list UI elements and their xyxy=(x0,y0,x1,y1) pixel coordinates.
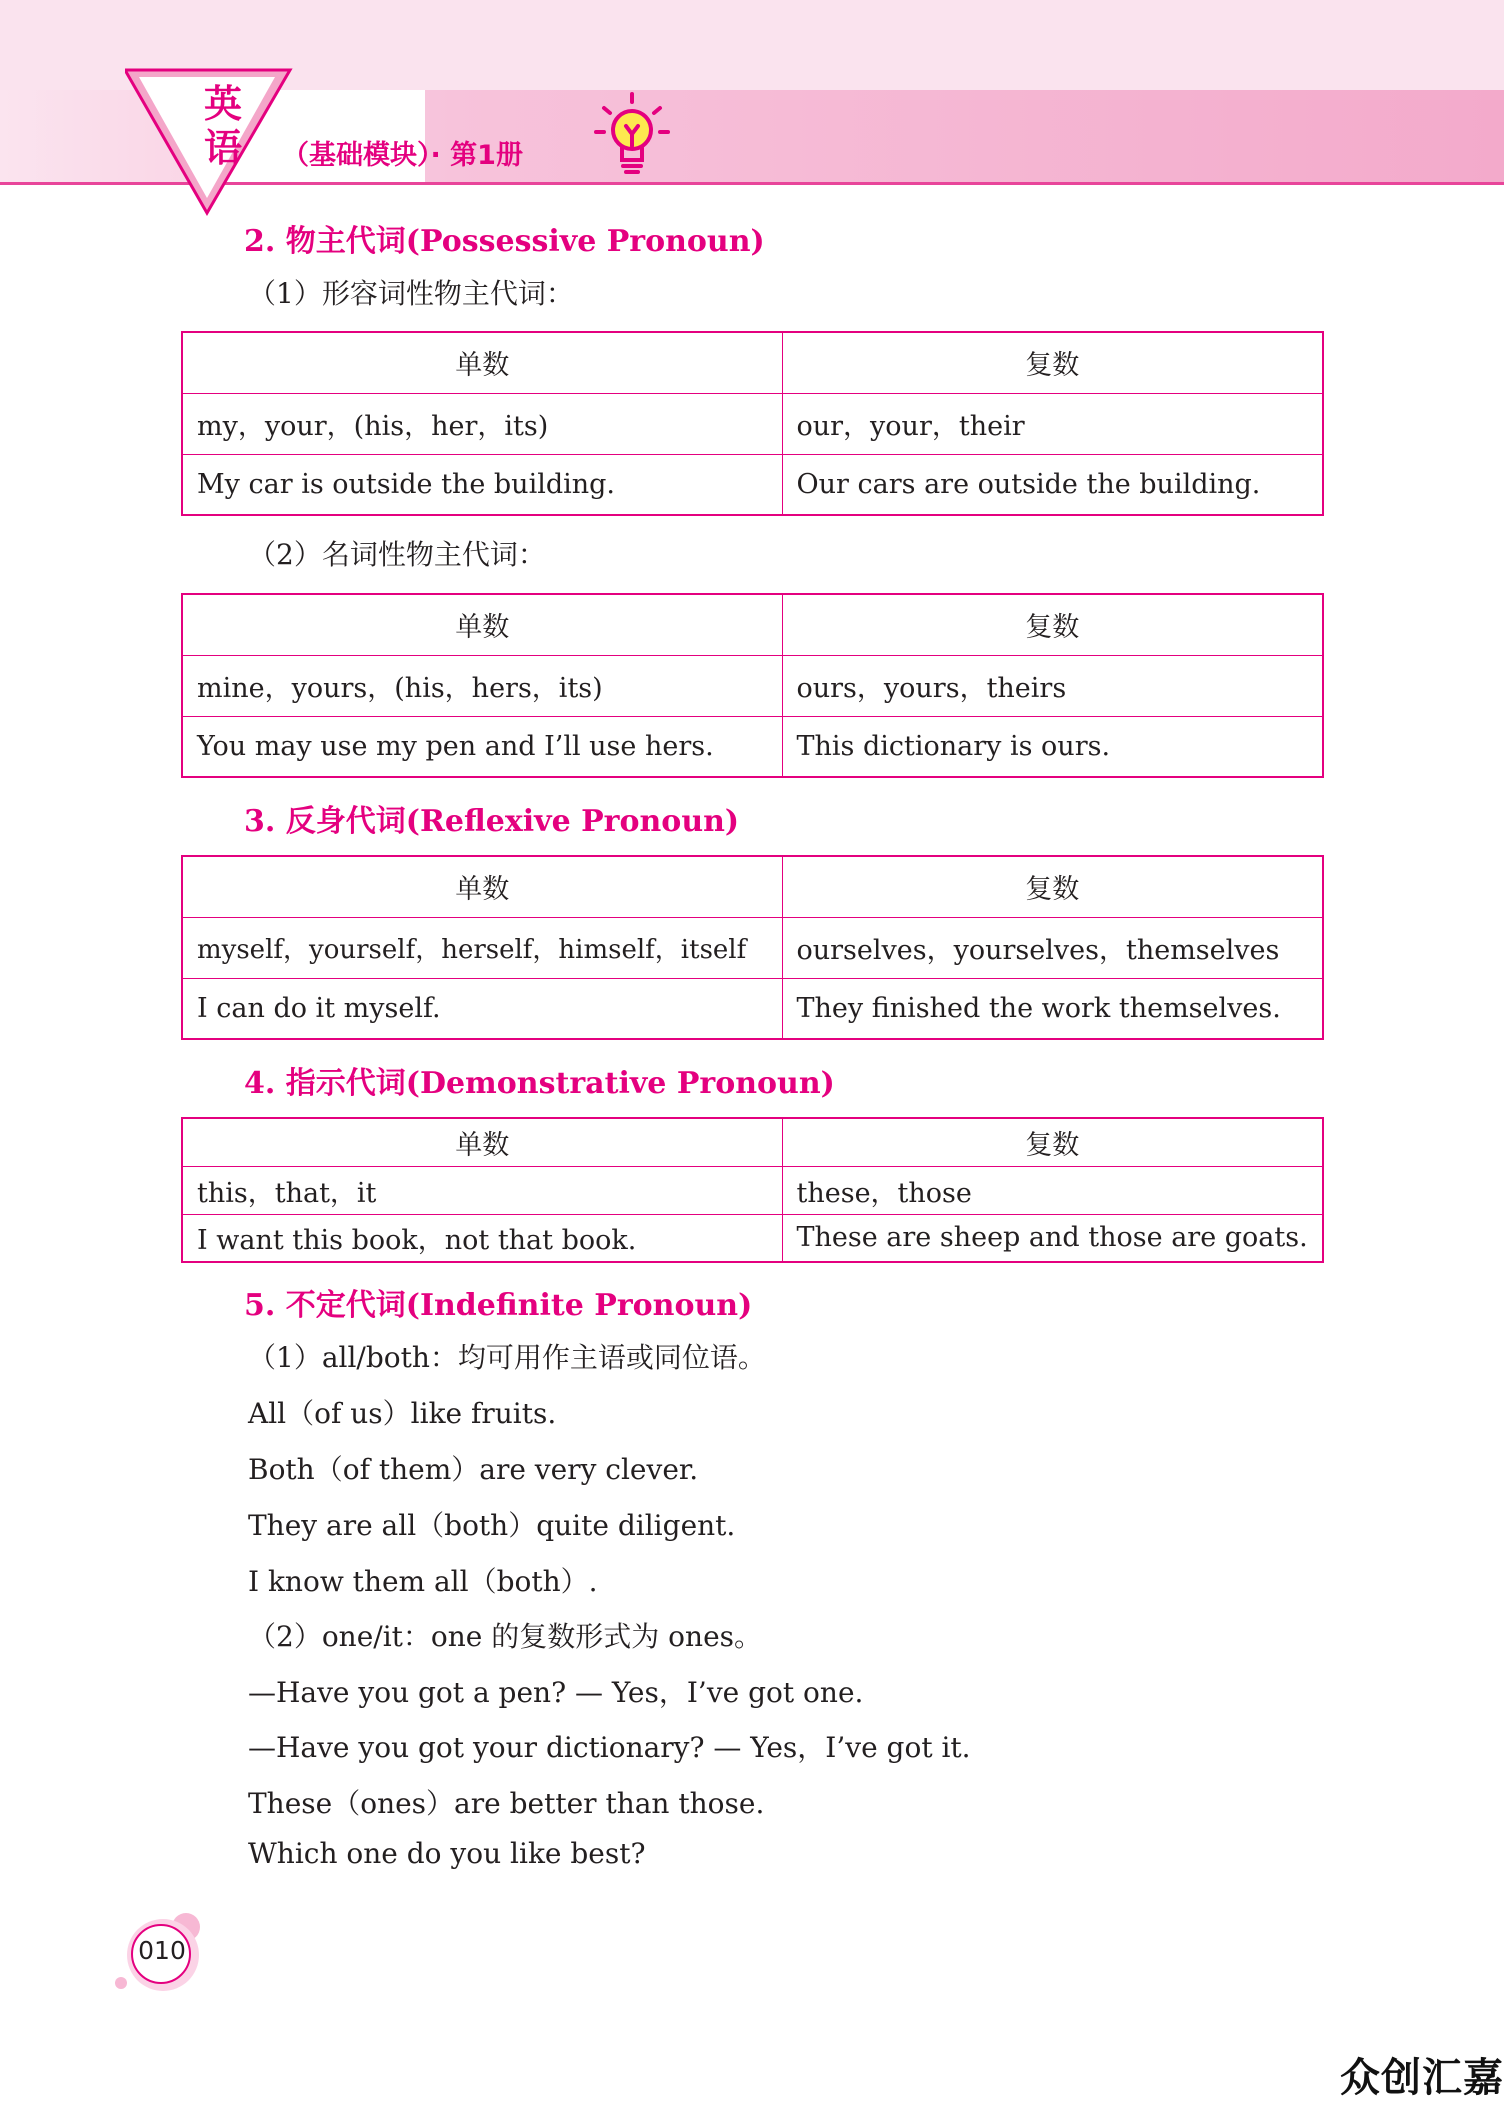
header-plural: 复数 xyxy=(782,856,1323,917)
section-indefinite-title: 5. 不定代词(Indefinite Pronoun) xyxy=(244,1288,753,1323)
table-cell: These are sheep and those are goats. xyxy=(782,1214,1323,1262)
table-cell: these，those xyxy=(782,1166,1323,1214)
table-cell: ourselves，yourselves，themselves xyxy=(782,917,1323,978)
table-cell: My car is outside the building. xyxy=(182,454,782,515)
header-plural: 复数 xyxy=(782,332,1323,393)
indefinite-line: —Have you got your dictionary? — Yes，I’ve got it. xyxy=(248,1731,971,1764)
indefinite-line: I know them all（both）. xyxy=(248,1565,598,1598)
table-cell: They finished the work themselves. xyxy=(782,978,1323,1039)
table-cell: This dictionary is ours. xyxy=(782,716,1323,777)
lightbulb-icon xyxy=(592,88,672,183)
table-row xyxy=(182,917,1323,978)
demonstrative-table xyxy=(181,1117,1324,1263)
table-row xyxy=(182,655,1323,716)
indefinite-line: （1）all/both：均可用作主语或同位语。 xyxy=(248,1341,766,1374)
table-header-row xyxy=(182,1118,1323,1166)
possessive-adjectival-table xyxy=(181,331,1324,516)
table-cell: You may use my pen and I’ll use hers. xyxy=(182,716,782,777)
table-row xyxy=(182,716,1323,777)
section-demonstrative-title: 4. 指示代词(Demonstrative Pronoun) xyxy=(244,1066,835,1101)
indefinite-line: They are all（both）quite diligent. xyxy=(248,1509,736,1542)
header-singular: 单数 xyxy=(182,856,782,917)
indefinite-line: These（ones）are better than those. xyxy=(248,1787,765,1820)
possessive-nominal-label: （2）名词性物主代词： xyxy=(248,538,546,571)
header-singular: 单数 xyxy=(182,1118,782,1166)
indefinite-line: —Have you got a pen? — Yes，I’ve got one. xyxy=(248,1676,864,1709)
section-possessive-title: 2. 物主代词(Possessive Pronoun) xyxy=(244,224,765,259)
possessive-adjectival-label: （1）形容词性物主代词： xyxy=(248,277,574,310)
table-row xyxy=(182,454,1323,515)
table-cell: my，your，(his，her，its) xyxy=(182,393,782,454)
table-header-row xyxy=(182,594,1323,655)
section-reflexive-title: 3. 反身代词(Reflexive Pronoun) xyxy=(244,804,740,839)
table-cell: I can do it myself. xyxy=(182,978,782,1039)
subject-label: 英语 xyxy=(203,82,242,170)
indefinite-line: （2）one/it：one 的复数形式为 ones。 xyxy=(248,1620,763,1653)
possessive-nominal-table xyxy=(181,593,1324,778)
table-row xyxy=(182,978,1323,1039)
reflexive-table xyxy=(181,855,1324,1040)
indefinite-line: Both（of them）are very clever. xyxy=(248,1453,699,1486)
table-cell: Our cars are outside the building. xyxy=(782,454,1323,515)
header-plural: 复数 xyxy=(782,594,1323,655)
book-subtitle: （基础模块）· 第1册 xyxy=(282,140,523,171)
page-number: 010 xyxy=(138,1936,186,1965)
header-singular: 单数 xyxy=(182,594,782,655)
table-cell: I want this book，not that book. xyxy=(182,1214,782,1262)
header-plural: 复数 xyxy=(782,1118,1323,1166)
table-cell: myself，yourself，herself，himself，itself xyxy=(182,917,782,978)
watermark: 众创汇嘉 xyxy=(1340,2055,1504,2101)
table-cell: mine，yours，(his，hers，its) xyxy=(182,655,782,716)
table-cell: this，that，it xyxy=(182,1166,782,1214)
header-singular: 单数 xyxy=(182,332,782,393)
table-row xyxy=(182,1214,1323,1262)
table-header-row xyxy=(182,332,1323,393)
indefinite-line: Which one do you like best? xyxy=(248,1837,646,1870)
table-row xyxy=(182,1166,1323,1214)
table-cell: our，your，their xyxy=(782,393,1323,454)
table-cell: ours，yours，theirs xyxy=(782,655,1323,716)
table-header-row xyxy=(182,856,1323,917)
table-row xyxy=(182,393,1323,454)
indefinite-line: All（of us）like fruits. xyxy=(248,1397,557,1430)
